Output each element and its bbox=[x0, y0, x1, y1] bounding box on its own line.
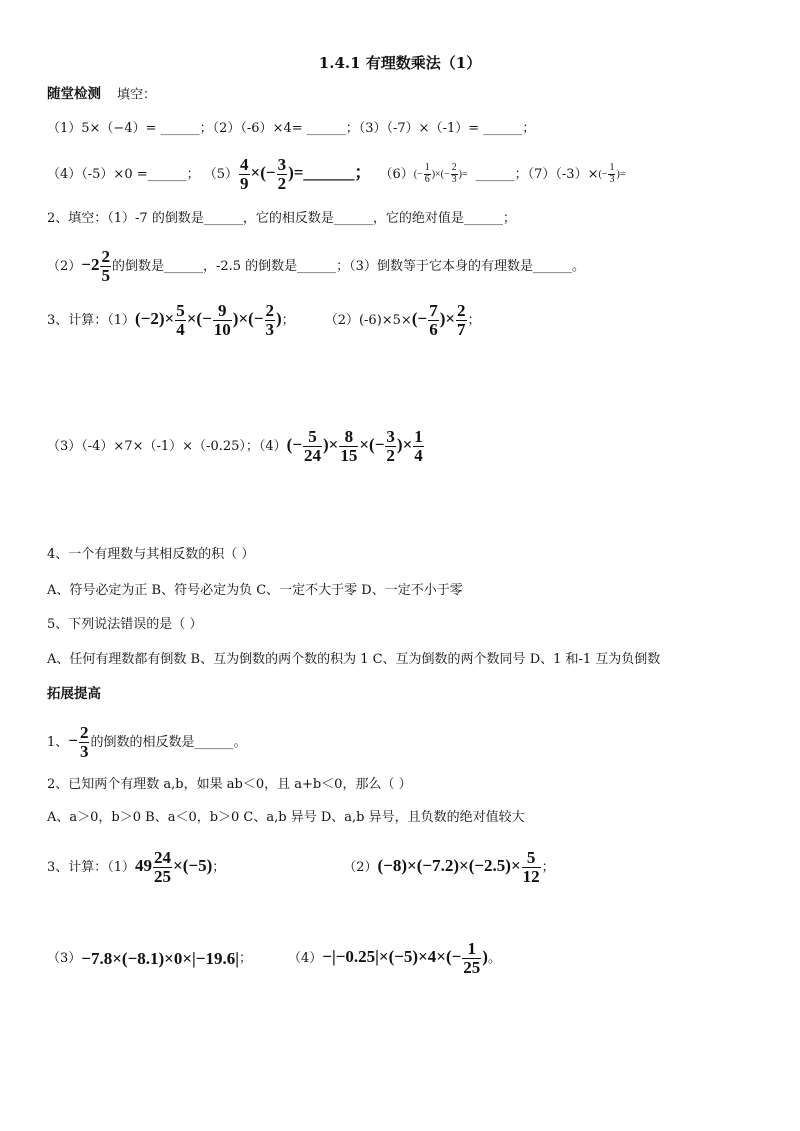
fraction: $\frac{1}{4}$ bbox=[414, 427, 423, 465]
extension-question-2-options: A、a＞0，b＞0 B、a＜0，b＞0 C、a,b 异号 D、a,b 异号，且负数的绝对值较大 bbox=[47, 810, 525, 825]
fraction: $\frac{1}{3}$ bbox=[609, 162, 615, 185]
item-4-5-text: （4）（-5）×0 =______； （5） bbox=[47, 166, 239, 182]
question-2-line-2: （2）−2 $\frac{2}{5}$ 的倒数是______，-2.5 的倒数是______；（3）倒数等于它本身的有理数是______。 bbox=[47, 247, 585, 285]
question-5-options: A、任何有理数都有倒数 B、互为倒数的两个数的积为 1 C、互为倒数的两个数同号 D、1 和-1 互为负倒数 bbox=[47, 652, 661, 667]
item-7-text: ______；（7）（-3）× bbox=[475, 166, 599, 182]
fraction: $\frac{5}{12}$ bbox=[522, 848, 540, 886]
math-expr-6: (− $\frac{1}{6}$ )×(− $\frac{2}{3}$ )= bbox=[413, 162, 468, 185]
math-expr-7: (− $\frac{1}{3}$ )= bbox=[598, 162, 626, 185]
math-expr-e3-3: −7.8×(−8.1)×0×|−19.6| bbox=[81, 948, 239, 968]
question-1-line-1: （1）5×（−4）= ______；（2）（-6）×4= ______；（3）（-7）×（-1）= ______； bbox=[47, 121, 536, 136]
math-expr-e3-1: 49 $\frac{24}{25}$ ×(−5) bbox=[135, 848, 213, 886]
fraction: $\frac{2}{3}$ bbox=[265, 301, 274, 339]
extension-question-2-stem: 2、已知两个有理数 a,b，如果 ab＜0，且 a+b＜0，那么（ ） bbox=[47, 777, 412, 792]
question-4-options: A、符号必定为正 B、符号必定为负 C、一定不大于零 D、一定不小于零 bbox=[47, 583, 463, 598]
section-header-extension: 拓展提高 bbox=[47, 686, 101, 702]
fraction: $\frac{2}{5}$ bbox=[101, 247, 110, 285]
math-expr-3-2: (− $\frac{7}{6}$ )× $\frac{2}{7}$ bbox=[411, 301, 466, 339]
fraction: $\frac{3}{2}$ bbox=[386, 427, 395, 465]
fraction: $\frac{3}{2}$ bbox=[277, 155, 287, 193]
math-expr-3-1: (−2)× $\frac{5}{4}$ ×(− $\frac{9}{10}$ )×(− $\frac{2}{3}$ ) bbox=[135, 301, 282, 339]
question-5-stem: 5、下列说法错误的是（ ） bbox=[47, 617, 203, 632]
fraction: $\frac{7}{6}$ bbox=[429, 301, 438, 339]
question-1-line-2 bbox=[47, 156, 625, 193]
question-3-line-1: 3、计算：（1）(−2)× $\frac{5}{4}$ ×(− $\frac{9}{10}$ )×(− $\frac{2}{3}$ )； （2）(-6)×5×(− $\frac{7}{6}$ )× $\frac{2}{7}$ ； bbox=[47, 301, 481, 339]
math-expr-neg-fraction: − $\frac{2}{3}$ bbox=[68, 723, 89, 761]
fraction: $\frac{24}{25}$ bbox=[154, 848, 172, 886]
item-6-label: （6） bbox=[379, 166, 414, 182]
fraction: $\frac{2}{3}$ bbox=[79, 723, 89, 761]
fraction: $\frac{5}{24}$ bbox=[304, 427, 322, 465]
fraction: $\frac{9}{10}$ bbox=[213, 301, 231, 339]
extension-question-3-line-1: 3、计算：（1）49 $\frac{24}{25}$ ×(−5)； （2）(−8)×(−7.2)×(−2.5)× $\frac{5}{12}$ ； bbox=[47, 848, 555, 886]
math-expr-3-4: (− $\frac{5}{24}$ )× $\frac{8}{15}$ ×(− $\frac{3}{2}$ )× $\frac{1}{4}$ bbox=[286, 427, 423, 465]
math-expr-e3-2: (−8)×(−7.2)×(−2.5)× $\frac{5}{12}$ bbox=[377, 848, 540, 886]
fraction: $\frac{4}{9}$ bbox=[240, 155, 249, 193]
question-3-line-2: （3）（-4）×7×（-1）×（-0.25）；（4）(− $\frac{5}{24}$ )× $\frac{8}{15}$ ×(− $\frac{3}{2}$ )× $\frac{1}{4}$ bbox=[47, 427, 423, 465]
fraction: $\frac{2}{3}$ bbox=[451, 162, 457, 185]
question-2-line-1: 2、填空：（1）-7 的倒数是______，它的相反数是______，它的绝对值是______； bbox=[47, 211, 516, 226]
fraction: $\frac{5}{4}$ bbox=[176, 301, 185, 339]
section-subtitle: 填空： bbox=[117, 87, 157, 103]
section-header-in-class-check bbox=[47, 88, 156, 102]
question-4-stem: 4、一个有理数与其相反数的积（ ） bbox=[47, 547, 255, 562]
math-expr-e3-4: −|−0.25|×(−5)×4×(− $\frac{1}{25}$ ) bbox=[322, 939, 488, 977]
extension-question-1: 1、− $\frac{2}{3}$ 的倒数的相反数是______。 bbox=[47, 723, 247, 761]
fraction: $\frac{8}{15}$ bbox=[340, 427, 358, 465]
fraction: $\frac{1}{25}$ bbox=[463, 939, 481, 977]
math-expr-5: $\frac{4}{9}$ ×(− $\frac{3}{2}$ )=______； bbox=[240, 155, 372, 193]
mixed-number: −2 $\frac{2}{5}$ bbox=[81, 247, 110, 285]
fraction: $\frac{1}{6}$ bbox=[424, 162, 430, 185]
extension-question-3-line-2: （3）−7.8×(−8.1)×0×|−19.6|； （4）−|−0.25|×(−5)×4×(− $\frac{1}{25}$ )。 bbox=[47, 939, 501, 977]
fraction: $\frac{2}{7}$ bbox=[457, 301, 466, 339]
section-title: 随堂检测 bbox=[47, 86, 101, 102]
page-title: 1.4.1 有理数乘法（1） bbox=[318, 54, 482, 72]
